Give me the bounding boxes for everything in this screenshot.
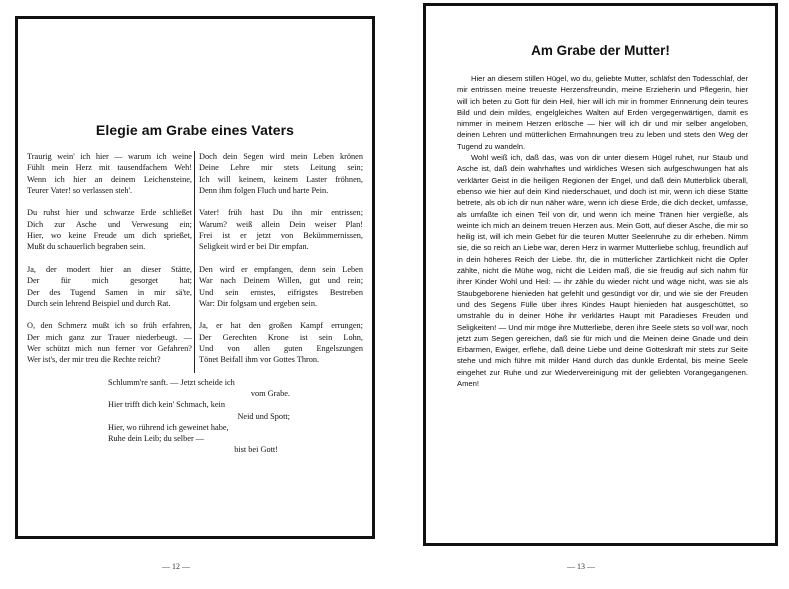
prose-paragraph: Wohl weiß ich, daß das, was von dir unter diesem Hügel ruhet, nur Staub und Asche ist, daß dein wahrhaftes und wirkliches Wesen sich aufgeschwungen hat als verklärter Geist in die heiligen Regionen der Engel, und daß dein Mutterblick überall, ebenso wie hier auf dein Kind niederschauet, und doch ist mir, wenn ich diese Stätte betrete, als ob ich dir nun näher wäre, wenn ich diese Erde, die dich decket, umfasse, als umfaßte ich einen Teil von dir, und wenn ich meine Tränen hier vergieße, als weinte ich mich an deinem treuen Herzen aus. Mein Gott, auf dieser Asche, die mir so heilig ist, will ich mein Gebet für die teuren Mutter Seelenruhe zu dir erheben. Nimm sie, die so reich an Liebe war, deren Herz in warmer Mutterliebe schlug, freundlich auf in dein höheres Reich der Liebe. Ihr, die in mütterlicher Zärtlichkeit nicht die Opfer zählte, nicht die Mühe wog, nicht die Leiden maß, die sie freudig auf sich nahm für ihrer Kinder Wohl und Heil: — ihr zähle du wieder nicht und wäge nicht, was sie als Staubgeborene hienieden hat gefehlt und gesündigt vor dir, und wie sie der Freuden und des Segens Fülle über ihres Kindes Haupt hienieden hat ausgeschüttet, so umstrahle du in deiner Höhe ihr verklärtes Haupt mit Paradieses Freuden und Seligkeiten! — Und mir möge ihre Mutterliebe, deren ihre Seele stets so voll war, noch jetzt zum Segen gereichen, daß sie für mich und die Meinen deine Gnade und dein Erbarmen, Ewiger, erflehe, daß deine Liebe und deine Gotteskraft mir stets zur Seite stehe und mich führe mit milder Hand durch das dunkle Erdental, bis meine Seele eingehet zur Ruhe und zur Wiedervereinigung mit der geliebten Vorangegangenen. Amen!	[457, 153, 748, 389]
poem-stanza	[27, 264, 192, 309]
right-page	[423, 3, 778, 546]
poem-stanza	[27, 320, 192, 365]
closing-line: Hier trifft dich kein' Schmach, kein	[108, 400, 226, 410]
poem-line: Ja, er hat den großen Kampf errungen;	[199, 321, 363, 331]
closing-line: vom Grabe.	[250, 389, 290, 399]
poem-line: War nach Deinem Willen, gut und rein;	[199, 276, 363, 286]
closing-line: Schlumm're sanft. — Jetzt scheide ich	[108, 378, 235, 387]
poem-line: Der mich ganz zur Trauer niederbeugt. —	[27, 332, 192, 342]
poem-line: Hier, wo keine Freude um dich sprießet,	[27, 231, 192, 241]
poem-line: Fühlt mein Herz mit tausendfachem Weh!	[27, 163, 192, 173]
left-page	[15, 16, 375, 539]
poem-line: Warum? weiß allein Dein weiser Plan!	[199, 219, 363, 229]
prose-title: Am Grabe der Mutter!	[531, 43, 670, 58]
poem-line: Vater! früh hast Du ihn mir entrissen;	[199, 208, 363, 218]
poem-line: Den wird er empfangen, denn sein Leben	[199, 264, 363, 274]
poem-line: O, den Schmerz mußt ich so früh erfahren,	[27, 321, 192, 331]
poem-line: Deine Lehre mir stets Leitung sein;	[199, 163, 363, 173]
poem-line: Tönet Beifall ihm vor Gottes Thron.	[199, 355, 320, 365]
poem-columns	[18, 151, 372, 373]
poem-stanza	[27, 151, 192, 196]
poem-line: Denn ihm folgen Fluch und harte Pein.	[199, 185, 329, 195]
poem-line: Dich zur Asche und Verwesung ein;	[27, 219, 192, 229]
poem-line: War: Dir folgsam und ergeben sein.	[199, 298, 318, 308]
poem-line: Durch sein lehrend Beispiel und durch Rat.	[27, 298, 171, 308]
poem-line: Und von allen guten Engelszungen	[199, 344, 363, 354]
poem-line: Der Gerechten Krone ist sein Lohn,	[199, 332, 363, 342]
poem-line: Seligkeit wird er bei Dir empfan.	[199, 242, 309, 252]
poem-stanza	[199, 320, 363, 365]
poem-title: Elegie am Grabe eines Vaters	[95, 122, 295, 138]
poem-line: Ich will keinem, keinem Laster fröhnen,	[199, 174, 363, 184]
poem-line: Frei ist er jetzt von Bekümmernissen,	[199, 231, 363, 241]
closing-line: bist bei Gott!	[234, 445, 278, 455]
poem-closing-stanza	[108, 377, 298, 455]
poem-line: Der des Tugend Samen in mir sä'te,	[27, 287, 192, 297]
closing-line: Neid und Spott;	[237, 411, 290, 421]
poem-line: Wenn ich hier an deinem Leichensteine,	[27, 174, 192, 184]
poem-line: Wer ist's, der mir treu die Rechte reicht?	[27, 355, 161, 365]
poem-line: Ja, der modert hier an dieser Stätte,	[27, 264, 192, 274]
poem-line: Doch dein Segen wird mein Leben krönen	[199, 152, 363, 161]
prose-paragraph: Hier an diesem stillen Hügel, wo du, geliebte Mutter, schläfst den Todesschlaf, der mir entrissen meine treueste Herzensfreundin, meine Erzieherin und Pflegerin, hier will ich beten zu Gott für dein Heil, hier will ich mir in frommer Erinnerung dein teures Bild und dein mildes, engelgleiches Walten auf Erden vergegenwärtigen, damit es nimmer in meinem Herzen erlösche — hier will ich dir und mir selber angeloben, deinen Lehren und mütterlichen Ermahnungen treu zu leben und stets den Weg der Tugend zu wandeln.	[457, 74, 748, 151]
closing-line: Hier, wo rührend ich geweinet habe,	[108, 422, 229, 432]
poem-stanza	[199, 151, 363, 196]
poem-line: Mußt du schauerlich begraben sein.	[27, 242, 146, 252]
page-number-right: — 13 —	[567, 562, 595, 571]
poem-line: Und sein ernstes, eifrigstes Bestreben	[199, 287, 363, 297]
poem-stanza	[199, 264, 363, 309]
poem-line: Der für mich gesorget hat;	[27, 276, 192, 286]
poem-line: Du ruhst hier und schwarze Erde schließet	[27, 208, 192, 218]
poem-line: Wer schützt mich nun ferner vor Gefahren?	[27, 344, 192, 354]
closing-line: Ruhe dein Leib; du selber —	[108, 434, 205, 444]
poem-line: Teurer Vater! so verlassen steh'.	[27, 185, 133, 195]
poem-left-column	[27, 151, 192, 377]
prose-body	[457, 73, 748, 389]
poem-stanza	[199, 207, 363, 252]
poem-stanza	[27, 207, 192, 252]
poem-right-column	[199, 151, 363, 377]
poem-line: Traurig wein' ich hier — warum ich weine	[27, 152, 192, 161]
column-divider	[194, 151, 195, 373]
page-number-left: — 12 —	[162, 562, 190, 571]
